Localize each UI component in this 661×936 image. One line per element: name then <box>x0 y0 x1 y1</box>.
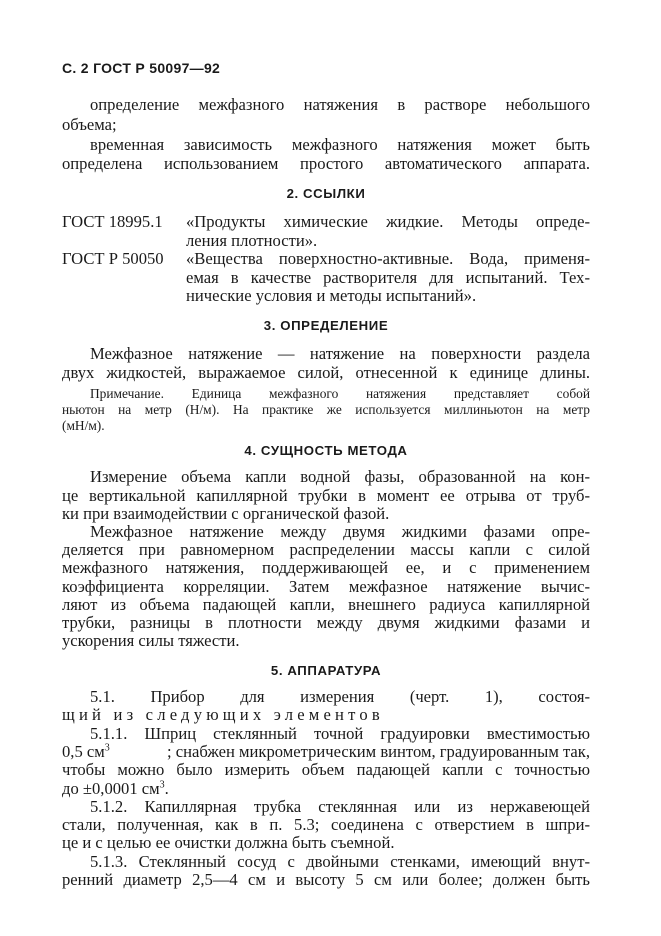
intro-line-2: объема; <box>62 115 117 134</box>
method-line-4: Межфазное натяжение между двумя жидкими фазами опре- <box>90 522 590 541</box>
syringe-description: ; снабжен микрометрическим винтом, градуированным так, <box>167 742 590 761</box>
method-line-7: коэффициента корреляции. Затем межфазное натяжение вычис- <box>62 577 590 596</box>
method-line-9: трубки, разницы в плотности между двумя жидкими фазами и <box>62 613 590 632</box>
ref-2-line-3: нические условия и методы испытаний». <box>186 286 477 305</box>
apparatus-5-1-2-line-1: 5.1.2. Капиллярная трубка стеклянная или из нержавеющей <box>90 797 590 816</box>
apparatus-5-1-1-line-1: 5.1.1. Шприц стеклянный точной градуировки вместимостью <box>90 724 590 743</box>
method-line-5: деляется при равномерном распределении массы капли с силой <box>62 540 590 559</box>
note-label: Примечание. <box>90 386 164 401</box>
section-5-title: 5. АППАРАТУРА <box>270 663 382 678</box>
intro-line-1: определение межфазного натяжения в растворе небольшого <box>90 95 590 114</box>
apparatus-5-1-3-line-2: ренний диаметр 2,5—4 см и высоту 5 см или более; должен быть <box>62 870 590 889</box>
apparatus-5-1-line-1: 5.1. Прибор для измерения (черт. 1), состоя- <box>90 687 590 706</box>
method-line-3: ки при взаимодействии с органической фазой. <box>62 504 390 523</box>
intro-line-3: временная зависимость межфазного натяжения может быть <box>90 135 590 154</box>
definition-line-1: Межфазное натяжение — натяжение на поверхности раздела <box>90 344 590 363</box>
note-text: Единица межфазного натяжения представляет собой <box>191 386 590 401</box>
apparatus-5-1-1-line-4: до ±0,0001 $см^3$. <box>62 779 169 798</box>
superscript: 3 <box>159 779 165 791</box>
ref-1-line-1: «Продукты химические жидкие. Методы опреде- <box>186 212 590 231</box>
apparatus-5-1-2-line-2: стали, полученная, как в п. 5.3; соединена с отверстием в шпри- <box>62 815 590 834</box>
apparatus-5-1-2-line-3: це и с целью ее очистки должна быть съемной. <box>62 833 395 852</box>
ref-1-line-2: ления плотности». <box>186 231 318 250</box>
note-line-3: (мН/м). <box>62 418 105 433</box>
method-line-10: ускорения силы тяжести. <box>62 631 240 650</box>
section-2-title: 2. ССЫЛКИ <box>286 186 366 201</box>
section-4-title: 4. СУЩНОСТЬ МЕТОДА <box>244 443 408 458</box>
method-line-2: це вертикальной капиллярной трубки в момент ее отрыва от труб- <box>62 486 590 505</box>
section-3-title: 3. ОПРЕДЕЛЕНИЕ <box>263 318 389 333</box>
volume-unit-text: 0,5 $см^3$ <box>62 742 110 761</box>
method-line-8: ляют из объема падающей капли, внешнего радиуса капиллярной <box>62 595 590 614</box>
method-line-1: Измерение объема капли водной фазы, образованной на кон- <box>90 467 590 486</box>
apparatus-5-1-3-line-1: 5.1.3. Стеклянный сосуд с двойными стенками, имеющий внут- <box>90 852 590 871</box>
apparatus-5-1-1-line-2 <box>62 742 590 762</box>
ref-2-code: ГОСТ Р 50050 <box>62 249 164 268</box>
note-line-1 <box>62 386 590 402</box>
ref-1-code: ГОСТ 18995.1 <box>62 212 163 231</box>
definition-line-2: двух жидкостей, выражаемое силой, отнесенной к единице длины. <box>62 363 590 382</box>
intro-line-4: определена использованием простого автоматического аппарата. <box>62 154 590 173</box>
ref-2-line-1: «Вещества поверхностно-активные. Вода, применя- <box>186 249 590 268</box>
apparatus-5-1-line-2: щий из следующих элементов <box>62 705 384 724</box>
method-line-6: межфазного натяжения, поддерживающей ее, и с применением <box>62 558 590 577</box>
note-line-2: ньютон на метр (Н/м). На практике же используется миллиньютон на метр <box>62 402 590 417</box>
ref-2-line-2: емая в качестве растворителя для испытаний. Тех- <box>186 268 590 287</box>
superscript: 3 <box>104 742 110 754</box>
apparatus-5-1-1-line-3: чтобы можно было измерить объем падающей капли с точностью <box>62 760 590 779</box>
page-header: С. 2 ГОСТ Р 50097—92 <box>62 60 221 76</box>
